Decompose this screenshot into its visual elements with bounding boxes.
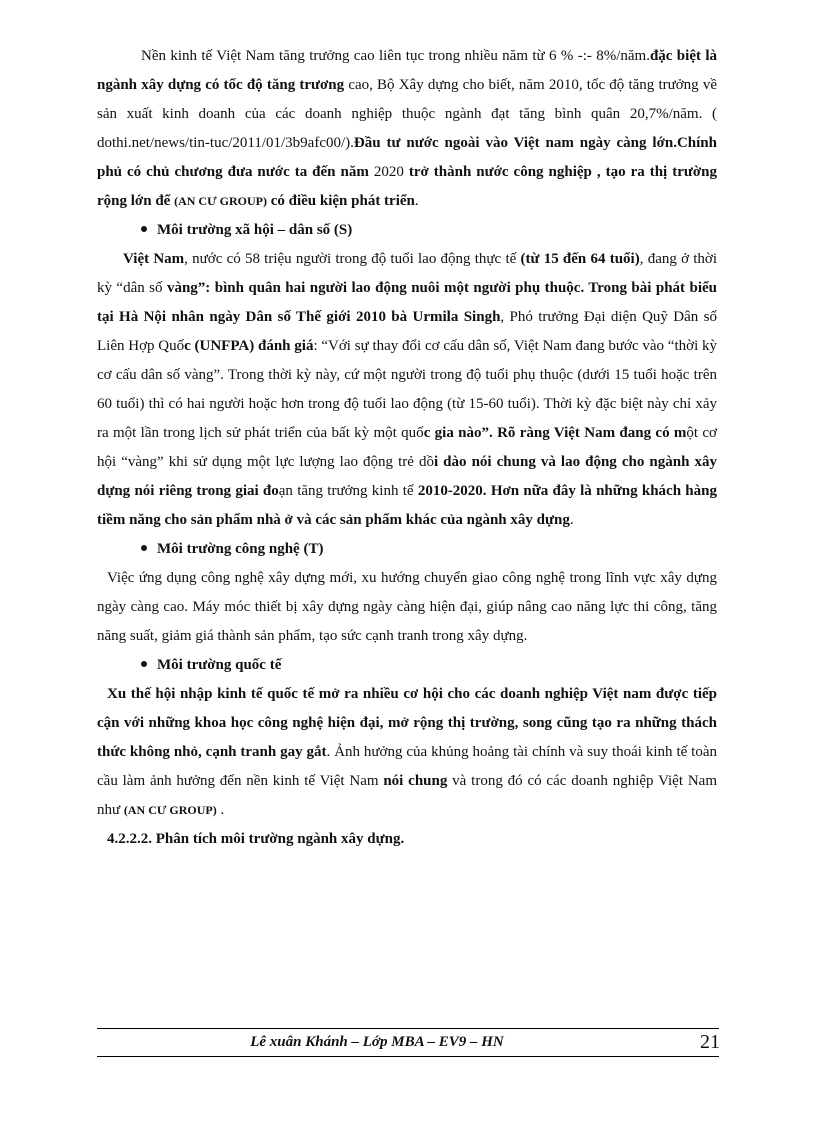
bullet-icon: [141, 545, 147, 551]
text-run: cao, Bộ Xây dựng cho biết, năm 2010, tốc độ tăng trưởng về sản xuất kinh doanh của các doanh nghiệp thuộc ngành đạt tăng bình quân 20,7%/năm. ( dothi.net/news/tin-tuc/2011/01/3b9afc00/).: [97, 77, 717, 151]
text-run: , Phó trưởng Đại diện Quỹ Dân số Liên Hợp Quố: [97, 309, 717, 354]
paragraph-social: [97, 245, 717, 535]
bullet-label: Môi trường quốc tế: [157, 657, 282, 673]
text-run: .: [216, 802, 225, 818]
text-run: Nền kinh tế Việt Nam tăng trưởng cao liên tục trong nhiều năm từ 6 % -:- 8%/năm.: [141, 48, 650, 64]
company-name: (AN CƯ GROUP): [123, 803, 217, 817]
text-run-bold: trở thành nước công nghiệp , tạo ra thị trường rộng lớn để: [97, 164, 718, 209]
text-run-bold: nói chung: [383, 773, 448, 789]
paragraph-intl: [97, 680, 717, 825]
text-run: .: [414, 193, 419, 209]
bullet-icon: [141, 661, 147, 667]
bullet-icon: [141, 226, 147, 232]
text-run-bold: Việt Nam: [123, 251, 185, 267]
bullet-label: Môi trường xã hội – dân số (S): [157, 222, 353, 238]
footer-divider: [97, 1028, 719, 1029]
bullet-intl: [97, 651, 717, 680]
text-run: ạn tăng trưởng kinh tế: [278, 483, 418, 499]
text-run-bold: i dào nói chung và lao động cho ngành xây dựng nói riêng trong giai đo: [97, 454, 717, 499]
text-run: . Ảnh hưởng của khủng hoảng tài chính và suy thoái kinh tế toàn cầu làm ảnh hưởng đến nền kinh tế Việt Nam: [97, 744, 717, 789]
text-run-bold: Xu thế hội nhập kinh tế quốc tế mở ra nhiều cơ hội cho các doanh nghiệp Việt nam được tiếp cận với những khoa học công nghệ hiện đại, mở rộng thị trường, song cũng tạo ra những thách thức không nhỏ, cạnh tranh gay gắt: [97, 686, 717, 760]
text-run-bold: 2010-2020. Hơn nữa đây là những khách hàng tiềm năng cho sản phẩm nhà ở và các sản phẩm khác của ngành xây dựng: [97, 483, 717, 528]
paragraph-tech: Việc ứng dụng công nghệ xây dựng mới, xu hướng chuyển giao công nghệ trong lĩnh vực xây dựng ngày càng cao. Máy móc thiết bị xây dựng ngày càng hiện đại, giúp nâng cao năng lực thi công, tăng năng suất, giảm giá thành sản phẩm, tạo sức cạnh tranh trong xây dựng.: [97, 570, 717, 644]
text-run: ột cơ hội “vàng” khi sử dụng một lực lượng lao động trẻ dồ: [97, 425, 717, 470]
bullet-label: Môi trường công nghệ (T): [157, 541, 324, 557]
text-run-bold: có điều kiện phát triển: [266, 193, 415, 209]
text-run: 2020: [368, 164, 409, 180]
footer-author: Lê xuân Khánh – Lớp MBA – EV9 – HN: [250, 1034, 504, 1050]
text-run: : “Với sự thay đổi cơ cấu dân số, Việt Nam đang bước vào “thời kỳ cơ cấu dân số vàng”. Trong thời kỳ này, cứ một người trong độ tuổi phụ thuộc (dưới 15 tuổi hoặc trên 60 tuổi) thì có hai người hoặc hơn trong độ tuổi lao động (từ 15-60 tuổi). Thời kỳ đặc biệt này chỉ xảy ra một lần trong lịch sử phát triển của bất kỳ một quố: [97, 338, 717, 441]
text-run: , đang ở thời kỳ “dân số: [97, 251, 718, 296]
text-run-bold: vàng”: bình quân hai người lao động nuôi một người phụ thuộc. Trong bài phát biểu tại Hà Nội nhân ngày Dân số Thế giới 2010 bà Urmila Singh: [97, 280, 717, 325]
text-run: , nước có 58 triệu người trong độ tuổi lao động thực tế: [184, 251, 521, 267]
text-run: .: [569, 512, 574, 528]
text-run-bold: Đầu tư nước ngoài vào Việt nam ngày càng lớn.Chính phủ có chủ chương đưa nước ta đến năm: [97, 135, 717, 180]
paragraph-economy: [97, 42, 717, 216]
text-run-bold: c (UNFPA) đánh giá: [184, 338, 314, 354]
text-run-bold: (từ 15 đến 64 tuổi): [520, 251, 640, 267]
section-heading: 4.2.2.2. Phân tích môi trường ngành xây dựng.: [107, 831, 405, 847]
text-run-bold: đặc biệt là ngành xây dựng có tốc độ tăng trương: [97, 48, 717, 93]
body-text: [97, 42, 717, 854]
page-number: 21: [700, 1031, 720, 1053]
company-name: (AN CƯ GROUP): [174, 194, 267, 208]
bullet-social: [97, 216, 717, 245]
text-run-bold: c gia nào”. Rõ ràng Việt Nam đang có m: [423, 425, 687, 441]
text-run: và trong đó có các doanh nghiệp Việt Nam như: [97, 773, 717, 818]
footer-divider-bottom: [97, 1056, 719, 1057]
bullet-tech: [97, 535, 717, 564]
